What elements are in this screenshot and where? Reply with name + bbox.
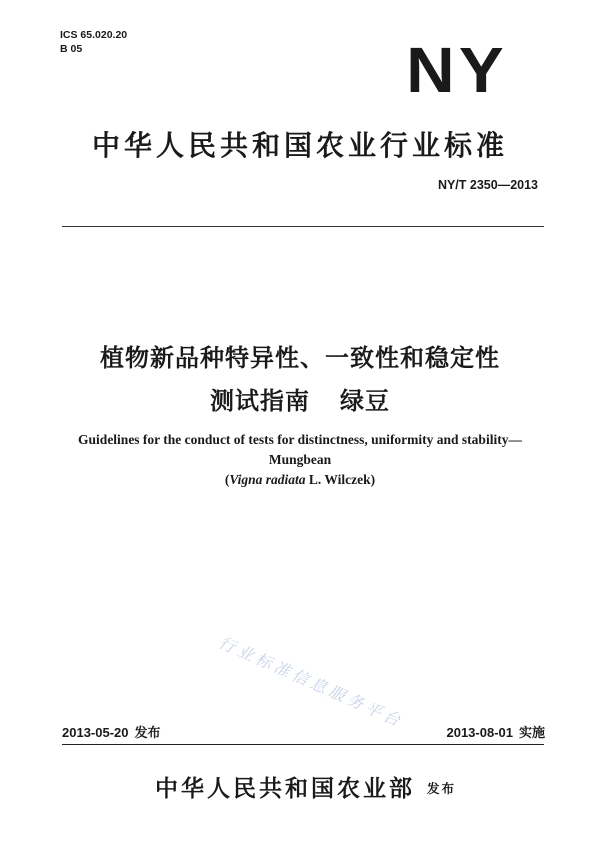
watermark: 行业标准信息服务平台	[216, 632, 407, 732]
implement-date-block	[446, 722, 545, 741]
latin-name: Vigna radiata	[229, 472, 306, 487]
standard-number: NY/T 2350—2013	[437, 178, 538, 192]
implement-label: 实施	[518, 725, 545, 740]
chinese-title-part-a: 测试指南	[210, 387, 310, 415]
publisher-name: 中华人民共和国农业部	[155, 776, 415, 802]
chinese-title-part-b: 绿豆	[340, 387, 390, 415]
issue-date-block	[62, 722, 161, 741]
issue-date: 2013-05-20	[62, 725, 129, 740]
implement-date: 2013-08-01	[446, 725, 513, 740]
ics-code: ICS 65.020.20	[60, 29, 128, 41]
ny-logo: NY	[406, 34, 508, 106]
publish-label: 发布	[427, 781, 457, 796]
english-title-line1: Guidelines for the conduct of tests for distinctness, uniformity and stability—	[78, 432, 522, 447]
chinese-title-line1: 植物新品种特异性、一致性和稳定性	[100, 344, 500, 372]
footer-divider	[62, 744, 544, 745]
english-title-line3	[0, 472, 600, 488]
english-title-line2: Mungbean	[268, 452, 332, 467]
header-divider	[62, 226, 544, 227]
standard-category-title: 中华人民共和国农业行业标准	[91, 129, 508, 162]
author-name: L. Wilczek)	[305, 472, 376, 487]
ccs-code: B 05	[60, 43, 83, 55]
chinese-title-line2	[0, 381, 600, 416]
classification-codes	[60, 28, 127, 56]
paren-open: (	[224, 472, 230, 487]
issue-label: 发布	[134, 725, 161, 740]
